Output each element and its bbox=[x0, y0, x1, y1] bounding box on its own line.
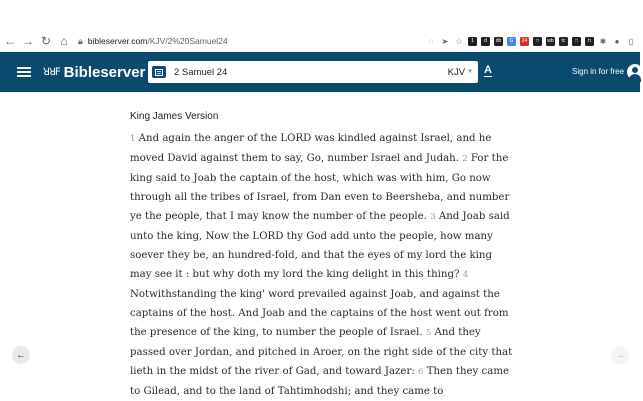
browser-toolbar bbox=[0, 30, 640, 52]
back-icon[interactable]: ← bbox=[4, 34, 16, 48]
verse-text: And they passed over Jordan, and pitched in Aroer, on the right side of the city that lieth in the midst of the river of Gad, and toward Jazer: bbox=[130, 327, 513, 377]
menu-icon[interactable] bbox=[17, 67, 31, 77]
verse-number: 5 bbox=[425, 328, 432, 338]
browser-action-icons bbox=[426, 36, 636, 46]
puzzle-icon[interactable]: ✱ bbox=[599, 36, 607, 46]
browser-nav bbox=[2, 33, 72, 49]
star-icon[interactable]: ☆ bbox=[455, 36, 463, 46]
lock-icon: 🔒︎ bbox=[78, 35, 83, 46]
home-icon[interactable]: ⌂ bbox=[60, 34, 68, 48]
previous-chapter-button[interactable]: ← bbox=[12, 346, 30, 364]
profile-icon[interactable]: ● bbox=[614, 36, 620, 46]
verse-number: 4 bbox=[462, 270, 469, 280]
account-icon[interactable] bbox=[627, 64, 643, 80]
signin-link[interactable]: Sign in for free bbox=[572, 67, 625, 76]
verse-number: 6 bbox=[418, 367, 424, 377]
extension-icon[interactable]: □ bbox=[533, 37, 542, 46]
verse-text: And again the anger of the LORD was kindled against Israel, and he moved David against them to say, Go, number Israel and Judah. bbox=[130, 133, 492, 164]
version-select[interactable]: KJV bbox=[447, 66, 466, 78]
verse-number: 3 bbox=[430, 212, 436, 222]
verse-text: For the king said to Joab the captain of the host, which was with him, Go now through all the tribes of Israel, from Dan even to Beersheba, and number ye the people, that I may know the number of the people. bbox=[130, 153, 510, 222]
chapter-text bbox=[130, 129, 513, 397]
chevron-down-icon[interactable]: ▼ bbox=[467, 69, 473, 75]
extension-icon[interactable]: 1 bbox=[468, 37, 477, 46]
logo-text: Bibleserver bbox=[63, 63, 146, 81]
url-text[interactable] bbox=[88, 36, 228, 46]
next-chapter-button[interactable]: → bbox=[611, 346, 629, 364]
extension-icon[interactable]: wb bbox=[547, 38, 554, 44]
send-icon[interactable]: ➤ bbox=[441, 36, 449, 46]
passage-search[interactable] bbox=[148, 61, 478, 83]
url-path: /KJV/2%20Samuel24 bbox=[147, 36, 228, 46]
extension-icon[interactable]: db bbox=[495, 38, 502, 44]
translate-extension-icon[interactable]: G bbox=[507, 37, 516, 46]
logo-mark: ꓤꓤꓝ bbox=[43, 66, 60, 78]
eye-off-icon[interactable]: ◌ bbox=[428, 36, 434, 46]
font-size-button[interactable]: A bbox=[484, 64, 492, 76]
logo[interactable] bbox=[43, 64, 145, 81]
verse-text: Notwithstanding the king' word prevailed against Joab, and against the captains of the host. And Joab and the captains of the host went out from the presence of the king, to number the people of Israel. bbox=[130, 289, 509, 338]
verse-number: 1 bbox=[130, 134, 136, 144]
extension-icon[interactable]: □ bbox=[572, 37, 581, 46]
verse-number: 2 bbox=[462, 154, 468, 164]
sidepanel-icon[interactable]: ▯ bbox=[628, 36, 634, 46]
calendar-extension-icon[interactable]: 24 bbox=[521, 38, 528, 44]
forward-icon[interactable]: → bbox=[22, 34, 34, 48]
reload-icon[interactable]: ↻ bbox=[40, 34, 52, 48]
url-host: bibleserver.com bbox=[87, 36, 148, 46]
extension-icon[interactable]: h bbox=[585, 37, 594, 46]
extension-icon[interactable]: tc bbox=[559, 37, 568, 46]
passage-input[interactable]: 2 Samuel 24 bbox=[174, 66, 228, 78]
book-icon bbox=[152, 66, 166, 78]
verse-text: And Joab said unto the king, Now the LORD thy God add unto the people, how many soever they be, an hundred-fold, and that the eyes of my lord the king may see it : but why doth my lord the king delight in this thing? bbox=[130, 211, 510, 280]
extension-icon[interactable]: d bbox=[481, 37, 490, 46]
verse-text: Then they came to Gilead, and to the land of Tahtimhodshi; and they came to bbox=[130, 366, 510, 397]
app-header bbox=[0, 52, 640, 92]
address-bar[interactable] bbox=[78, 32, 228, 50]
version-title: King James Version bbox=[130, 111, 219, 122]
